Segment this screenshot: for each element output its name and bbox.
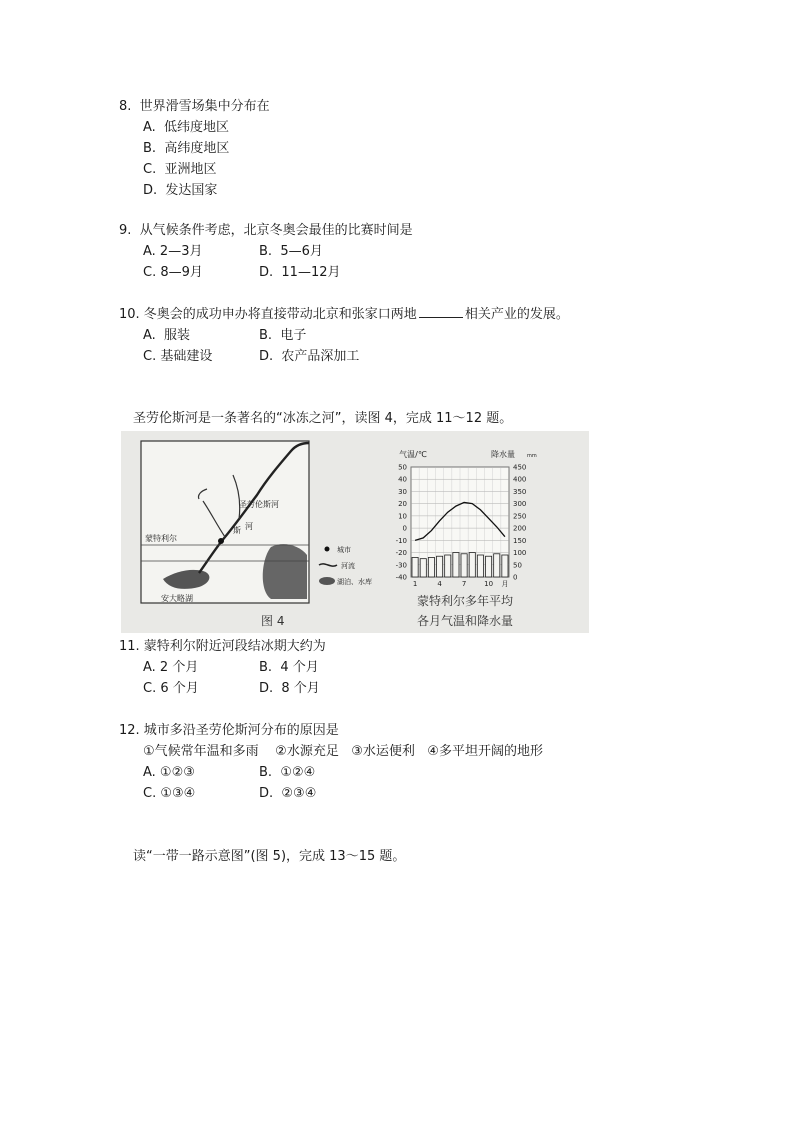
option-b: B. ①②④ <box>259 765 316 780</box>
y-right-axis-title: 降水量 <box>491 450 515 459</box>
y-right-tick-label: 50 <box>513 561 522 570</box>
legend-city: 城市 <box>337 546 351 554</box>
y-right-tick-label: 450 <box>513 463 527 472</box>
answer-blank <box>419 305 463 318</box>
option-row <box>119 762 543 783</box>
map-label-lake: 安大略湖 <box>161 594 193 603</box>
figure-4 <box>121 431 589 633</box>
stem-part-2: 相关产业的发展。 <box>464 307 569 322</box>
option-a: A. ①②③ <box>143 765 195 780</box>
question-stem: 9. 从气候条件考虑，北京冬奥会最佳的比赛时间是 <box>119 223 413 238</box>
question-11 <box>119 636 326 699</box>
x-tick-label: 10 <box>484 580 494 588</box>
option-d: D. ②③④ <box>259 786 317 801</box>
option-c: C. ①③④ <box>143 786 196 801</box>
precip-bar <box>494 554 500 577</box>
map-label-river-3: 斯 <box>233 526 241 535</box>
option-c: C. 基础建设 <box>143 349 213 364</box>
legend-river: 河流 <box>341 562 355 570</box>
precip-bar <box>477 555 483 577</box>
chart-caption-line-1: 蒙特利尔多年平均 <box>417 594 514 608</box>
y-left-tick-label: 40 <box>398 475 407 484</box>
figure-4-svg <box>121 431 589 633</box>
water-body <box>263 544 307 599</box>
y-right-tick-label: 100 <box>513 549 527 558</box>
y-left-axis-title: 气温/℃ <box>399 450 427 459</box>
x-tick-label: 7 <box>461 580 467 588</box>
map-label-river: 圣劳伦斯河 <box>239 500 279 509</box>
question-8 <box>119 96 270 201</box>
option-row <box>119 678 326 699</box>
y-right-tick-label: 400 <box>513 475 527 484</box>
climate-chart <box>396 449 537 588</box>
option-d: D. 农产品深加工 <box>259 349 360 364</box>
option-d: D. 11—12月 <box>259 265 341 280</box>
precip-bar <box>502 555 508 577</box>
y-right-tick-label: 300 <box>513 500 527 509</box>
city-dot-montreal <box>218 538 224 544</box>
legend-lake-icon <box>319 577 335 585</box>
y-left-tick-label: 20 <box>398 500 407 509</box>
x-tick-label: 1 <box>412 580 418 588</box>
option-c: C. 6 个月 <box>143 681 199 696</box>
precip-bar <box>469 553 475 577</box>
y-right-tick-label: 250 <box>513 512 527 521</box>
y-left-tick-label: 10 <box>398 512 407 521</box>
option-a: A. 服装 <box>143 328 191 343</box>
option-b: B. 高纬度地区 <box>143 141 230 156</box>
y-left-tick-label: -20 <box>395 549 407 558</box>
option-b: B. 5—6月 <box>259 244 323 259</box>
y-left-tick-label: 30 <box>398 487 407 496</box>
y-left-tick-label: 0 <box>402 524 407 533</box>
figure-caption: 图 4 <box>261 614 285 628</box>
precip-bar <box>453 553 459 577</box>
y-right-tick-label: 200 <box>513 524 527 533</box>
option-a: A. 低纬度地区 <box>143 120 230 135</box>
precip-bar <box>486 556 492 577</box>
question-stem: 8. 世界滑雪场集中分布在 <box>119 99 270 114</box>
chart-caption-line-2: 各月气温和降水量 <box>417 614 514 628</box>
y-left-tick-label: -40 <box>395 573 407 582</box>
option-c: C. 8—9月 <box>143 265 203 280</box>
section-intro: 读“一带一路示意图”(图 5)，完成 13～15 题。 <box>133 849 406 864</box>
y-right-tick-label: 150 <box>513 536 527 545</box>
legend-city-icon <box>325 547 330 552</box>
x-axis-unit: 月 <box>501 580 509 588</box>
legend-river-icon <box>319 564 337 566</box>
option-row <box>119 241 413 262</box>
option-row <box>119 325 569 346</box>
y-right-axis-unit: mm <box>527 453 537 459</box>
precip-bar <box>428 557 434 577</box>
precip-bar <box>461 554 467 577</box>
option-a: A. 2 个月 <box>143 660 199 675</box>
option-d: D. 8 个月 <box>259 681 320 696</box>
y-left-tick-label: -10 <box>395 536 407 545</box>
question-9 <box>119 220 413 283</box>
option-d: D. 发达国家 <box>143 183 218 198</box>
option-row <box>119 783 543 804</box>
statement-list: ①气候常年温和多雨 ②水源充足 ③水运便利 ④多平坦开阔的地形 <box>143 744 543 759</box>
section-intro: 圣劳伦斯河是一条著名的“冰冻之河”，读图 4，完成 11～12 题。 <box>133 411 513 426</box>
map-label-river-2: 河 <box>245 522 253 531</box>
question-12 <box>119 720 543 804</box>
option-row <box>119 262 413 283</box>
y-left-tick-label: -30 <box>395 561 407 570</box>
precip-bar <box>437 556 443 577</box>
option-row <box>119 657 326 678</box>
question-stem <box>119 304 569 325</box>
legend-lake: 湖泊、水库 <box>337 578 372 586</box>
precip-bar <box>412 557 418 577</box>
question-stem: 12. 城市多沿圣劳伦斯河分布的原因是 <box>119 723 339 738</box>
option-a: A. 2—3月 <box>143 244 203 259</box>
option-b: B. 4 个月 <box>259 660 319 675</box>
option-row <box>119 346 569 367</box>
option-c: C. 亚洲地区 <box>143 162 217 177</box>
x-tick-label: 4 <box>437 580 442 588</box>
option-b: B. 电子 <box>259 328 307 343</box>
question-stem: 11. 蒙特利尔附近河段结冰期大约为 <box>119 639 326 654</box>
stem-part-1: 10. 冬奥会的成功申办将直接带动北京和张家口两地 <box>119 307 417 322</box>
precip-bar <box>445 555 451 577</box>
y-left-tick-label: 50 <box>398 463 407 472</box>
y-right-tick-label: 0 <box>513 573 518 582</box>
precip-bar <box>420 559 426 577</box>
map-label-city: 蒙特利尔 <box>145 534 177 543</box>
y-right-tick-label: 350 <box>513 487 527 496</box>
question-10 <box>119 304 569 367</box>
